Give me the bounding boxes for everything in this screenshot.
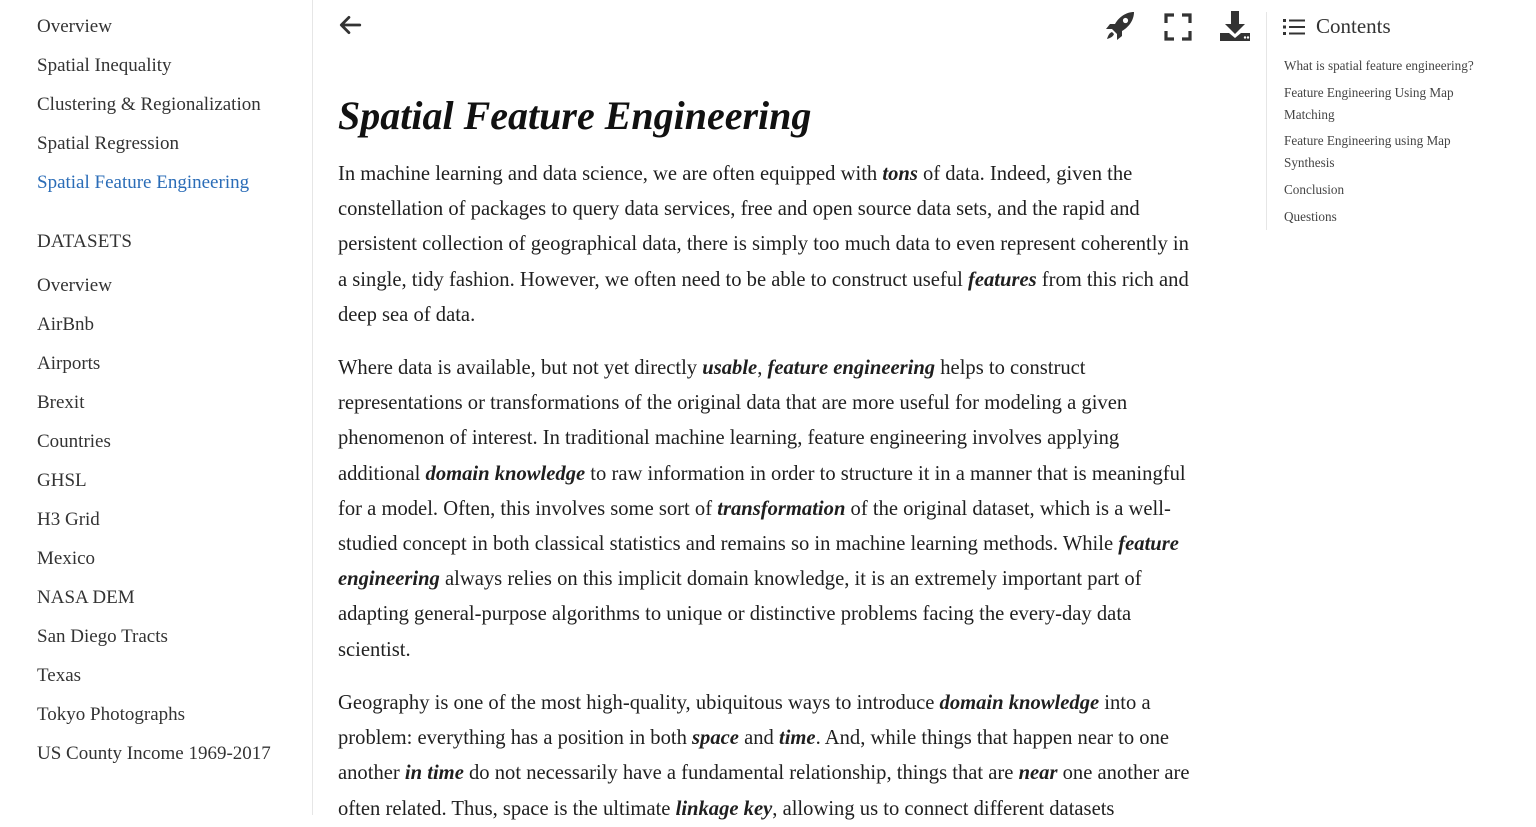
dataset-item-h3-grid[interactable]: H3 Grid <box>37 509 100 530</box>
arrow-left-icon <box>337 12 363 38</box>
fullscreen-button[interactable] <box>1161 10 1195 44</box>
fullscreen-icon <box>1163 12 1193 42</box>
toc-item-conclusion[interactable]: Conclusion <box>1284 182 1345 197</box>
paragraph-feature-engineering <box>338 351 1198 668</box>
text-run: from this rich and deep sea of data. <box>338 268 1189 326</box>
toc-header <box>1283 14 1391 39</box>
paragraph-intro <box>338 157 1198 333</box>
toc-item-what-is-spatial-feature-engineering[interactable]: What is spatial feature engineering? <box>1284 58 1474 73</box>
dataset-item-brexit[interactable]: Brexit <box>37 392 85 413</box>
toc-item-questions[interactable]: Questions <box>1284 209 1337 224</box>
emphasized-text: linkage key <box>675 797 773 820</box>
text-run: Geography is one of the most high-quality, ubiquitous ways to introduce <box>338 692 940 714</box>
text-run: always relies on this implicit domain knowledge, it is an extremely important part of adapting general-purpose algorithms to unique or distinctive problems facing the every-day data scientist. <box>338 568 1142 661</box>
text-run: helps to construct representations or transformations of the original data that are more useful for modeling a given phenomenon of interest. In traditional machine learning, feature engineering involves applying additional <box>338 357 1128 485</box>
emphasized-text: usable <box>702 357 758 379</box>
rocket-icon <box>1104 10 1136 42</box>
dataset-item-nasa-dem[interactable]: NASA DEM <box>37 587 135 608</box>
emphasized-text: transformation <box>717 497 846 520</box>
launch-button[interactable] <box>1103 9 1137 43</box>
page-title: Spatial Feature Engineering <box>338 93 812 138</box>
emphasized-text: domain knowledge <box>425 462 586 485</box>
dataset-item-mexico[interactable]: Mexico <box>37 548 96 569</box>
text-run: into a problem: everything has a position in both <box>338 692 1151 750</box>
emphasized-text: domain knowledge <box>939 692 1100 714</box>
text-run: Where data is available, but not yet directly <box>338 357 703 379</box>
dataset-item-airports[interactable]: Airports <box>37 353 101 374</box>
paragraph-geography <box>338 686 1198 827</box>
back-button[interactable] <box>333 8 367 42</box>
text-run: , <box>757 357 768 379</box>
sidebar-item-spatial-feature-engineering[interactable]: Spatial Feature Engineering <box>37 172 250 193</box>
datasets-section-title: DATASETS <box>37 231 133 252</box>
text-run: of the original dataset, which is a well-studied concept in both classical statistics and remains so in machine learning methods. While <box>338 497 1171 556</box>
text-run: . And, while things that happen near to one another <box>338 727 1170 785</box>
sidebar-item-overview[interactable]: Overview <box>37 16 112 37</box>
toc-item-map-matching[interactable]: Feature Engineering Using Map Matching <box>1284 85 1454 122</box>
toc-item-map-synthesis[interactable]: Feature Engineering using Map Synthesis <box>1284 133 1451 170</box>
dataset-item-ghsl[interactable]: GHSL <box>37 470 87 491</box>
download-button[interactable] <box>1218 9 1252 43</box>
text-run: and <box>738 727 779 750</box>
emphasized-text: in time <box>404 762 464 785</box>
emphasized-text: feature engineering <box>338 533 1179 591</box>
dataset-item-us-county-income[interactable]: US County Income 1969-2017 <box>37 743 271 764</box>
sidebar <box>0 0 313 815</box>
dataset-item-san-diego-tracts[interactable]: San Diego Tracts <box>37 626 168 647</box>
sidebar-item-spatial-regression[interactable]: Spatial Regression <box>37 133 179 154</box>
download-icon <box>1218 9 1252 43</box>
text-run: to raw information in order to structure it in a manner that is meaningful for a model. Often, this involves some sort of <box>338 462 1186 520</box>
sidebar-item-clustering-regionalization[interactable]: Clustering & Regionalization <box>37 94 261 115</box>
emphasized-text: feature engineering <box>767 357 936 379</box>
toc-title: Contents <box>1316 14 1391 38</box>
text-run: , allowing us to connect different datasets <box>772 797 1115 820</box>
emphasized-text: near <box>1018 762 1058 785</box>
table-of-contents <box>1266 12 1516 230</box>
dataset-item-texas[interactable]: Texas <box>37 665 82 686</box>
dataset-item-airbnb[interactable]: AirBnb <box>37 314 94 335</box>
text-run: of data. Indeed, given the constellation of packages to query data services, free and open source data sets, and the rapid and persistent collection of geographical data, there is simply too much data to even represent coherently in a single, tidy fashion. However, we often need to be able to construct useful <box>338 163 1189 291</box>
sidebar-item-spatial-inequality[interactable]: Spatial Inequality <box>37 55 172 76</box>
text-run: one another are often related. Thus, space is the ultimate <box>338 762 1190 820</box>
list-icon <box>1283 18 1305 36</box>
dataset-item-countries[interactable]: Countries <box>37 431 111 452</box>
text-run: In machine learning and data science, we are often equipped with <box>338 163 883 185</box>
emphasized-text: space <box>692 727 739 750</box>
emphasized-text: time <box>778 727 816 750</box>
text-run: do not necessarily have a fundamental relationship, things that are <box>463 762 1019 785</box>
dataset-item-tokyo-photographs[interactable]: Tokyo Photographs <box>37 704 186 725</box>
emphasized-text: features <box>967 268 1037 291</box>
emphasized-text: tons <box>882 163 918 185</box>
dataset-item-overview[interactable]: Overview <box>37 275 112 296</box>
